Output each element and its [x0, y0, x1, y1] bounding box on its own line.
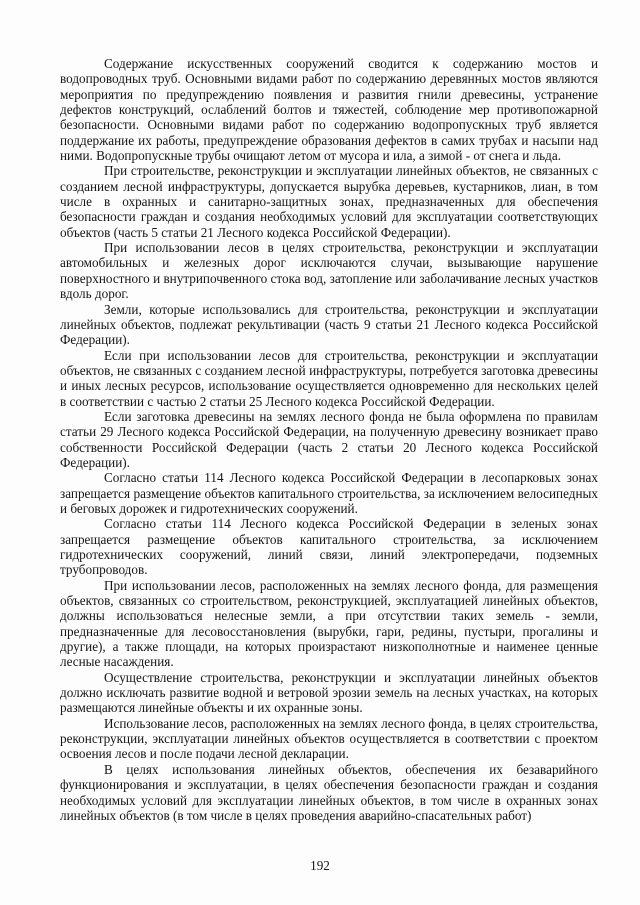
paragraph: Земли, которые использовались для строительства, реконструкции и эксплуатации линейных объектов, подлежат рекультивации (часть 9 статьи 21 Лесного кодекса Российской Федерации). [60, 301, 598, 348]
page-number: 192 [310, 858, 330, 873]
paragraph: Согласно статьи 114 Лесного кодекса Российской Федерации в зеленых зонах запрещается размещение объектов капитального строительства, за исключением гидротехнических сооружений, линий связи, линий электропередачи, подземных трубопроводов. [60, 516, 598, 578]
paragraph: При использовании лесов в целях строительства, реконструкции и эксплуатации автомобильных и железных дорог исключаются случаи, вызывающие нарушение поверхностного и внутрипочвенного стока вод, затопление или заболачивание лесных участков вдоль дорог. [60, 240, 598, 302]
paragraph: Если при использовании лесов для строительства, реконструкции и эксплуатации объектов, не связанных с созданием лесной инфраструктуры, потребуется заготовка древесины и иных лесных ресурсов, использование осуществляется одновременно для нескольких целей в соответствии с частью 2 статьи 25 Лесного кодекса Российской Федерации. [60, 347, 598, 409]
paragraph: Осуществление строительства, реконструкции и эксплуатации линейных объектов должно исключать развитие водной и ветровой эрозии земель на лесных участках, на которых размещаются линейные объекты и их охранные зоны. [60, 669, 598, 716]
paragraph: При использовании лесов, расположенных на землях лесного фонда, для размещения объектов, связанных со строительством, реконструкцией, эксплуатацией линейных объектов, должны использоваться нелесные земли, а при отсутствии таких земель - земли, предназначенные для лесовосстановления (вырубки, гари, редины, пустыри, прогалины и другие), а также площади, на которых произрастают низкополнотные и наименее ценные лесные насаждения. [60, 577, 598, 670]
paragraph: Содержание искусственных сооружений сводится к содержанию мостов и водопроводных труб. Основными видами работ по содержанию деревянных мостов являются мероприятия по предупреждению появления и развития гнили древесины, устранение дефектов конструкций, ослаблений болтов и тяжестей, соблюдение мер противопожарной безопасности. Основными видами работ по содержанию водопропускных труб является поддержание их работы, предупреждение образования дефектов в самих трубах и насыпи над ними. Водопропускные трубы очищают летом от мусора и ила, а зимой - от снега и льда. [60, 56, 598, 164]
paragraph: Использование лесов, расположенных на землях лесного фонда, в целях строительства, реконструкции, эксплуатации линейных объектов осуществляется в соответствии с проектом освоения лесов и после подачи лесной декларации. [60, 715, 598, 762]
paragraph: Если заготовка древесины на землях лесного фонда не была оформлена по правилам статьи 29 Лесного кодекса Российской Федерации, на полученную древесину возникает право собственности Российской Федерации (часть 2 статьи 20 Лесного кодекса Российской Федерации). [60, 408, 598, 470]
paragraph: Согласно статьи 114 Лесного кодекса Российской Федерации в лесопарковых зонах запрещается размещение объектов капитального строительства, за исключением велосипедных и беговых дорожек и гидротехнических сооружений. [60, 470, 598, 516]
document-body [60, 56, 598, 823]
paragraph: В целях использования линейных объектов, обеспечения их безаварийного функционирования и эксплуатации, в целях обеспечения безопасности граждан и создания необходимых условий для эксплуатации линейных объектов, в том числе в охранных зонах линейных объектов (в том числе в целях проведения аварийно-спасательных работ) [60, 761, 598, 823]
paragraph: При строительстве, реконструкции и эксплуатации линейных объектов, не связанных с созданием лесной инфраструктуры, допускается вырубка деревьев, кустарников, лиан, в том числе в охранных и санитарно-защитных зонах, предназначенных для обеспечения безопасности граждан и создания необходимых условий для эксплуатации соответствующих объектов (часть 5 статьи 21 Лесного кодекса Российской Федерации). [60, 163, 598, 240]
